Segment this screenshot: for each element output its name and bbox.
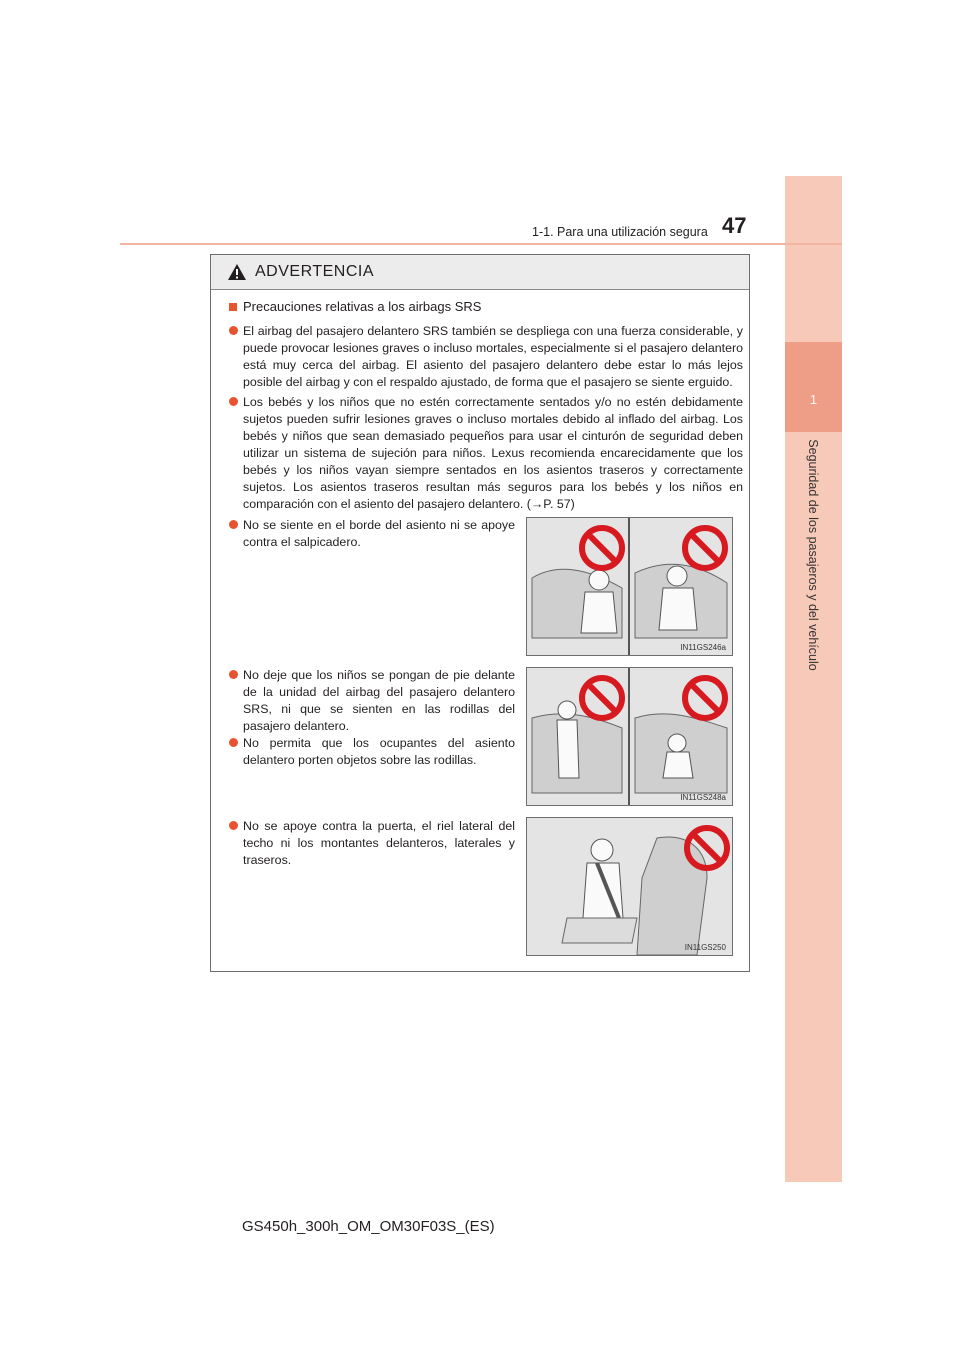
warning-subheading bbox=[229, 299, 481, 314]
illustration-drawing bbox=[527, 518, 732, 655]
warning-header bbox=[211, 255, 749, 290]
bullet-item bbox=[243, 323, 743, 391]
bullet-item bbox=[243, 818, 515, 869]
bullet-item bbox=[243, 735, 515, 769]
subheading-text: Precauciones relativas a los airbags SRS bbox=[243, 299, 482, 314]
illustration-drawing bbox=[527, 668, 732, 805]
chapter-active-marker bbox=[785, 342, 842, 432]
bullet-item bbox=[243, 517, 515, 551]
chapter-side-tab bbox=[785, 176, 842, 1182]
bullet-text: No permita que los ocupantes del asiento delantero porten objetos sobre las rodillas. bbox=[243, 736, 515, 767]
bullet-text: No se apoye contra la puerta, el riel lateral del techo ni los montantes delanteros, laterales y traseros. bbox=[243, 819, 515, 867]
image-code: IN11GS250 bbox=[684, 943, 726, 952]
bullet-dot-icon bbox=[229, 520, 238, 529]
header-rule bbox=[120, 243, 842, 245]
bullet-dot-icon bbox=[229, 670, 238, 679]
illustration-leaning-door bbox=[526, 817, 733, 956]
bullet-dot-icon bbox=[229, 821, 238, 830]
illustration-child-standing bbox=[526, 667, 733, 806]
illustration-seat-edge bbox=[526, 517, 733, 656]
bullet-text: Los bebés y los niños que no estén correctamente sentados y/o no estén debidamente sujetos pueden sufrir lesiones graves o incluso mortales debido al inflado del airbag. Los bebés y niños que sean demasiado pequeños para usar el cinturón de seguridad deben utilizar un sistema de sujeción para niños. Lexus recomienda encarecidamente que los bebés y los niños vayan siempre sentados en los asientos traseros y correctamente sujetos. Los asientos traseros resultan más seguros para los bebés y los niños en comparación con el asiento del pasajero delantero. (→P. 57) bbox=[243, 395, 743, 511]
warning-box bbox=[210, 254, 750, 972]
image-code: IN11GS246a bbox=[680, 643, 726, 652]
bullet-text: No deje que los niños se pongan de pie delante de la unidad del airbag del pasajero delantero SRS, ni que se sienten en las rodillas del pasajero delantero. bbox=[243, 668, 515, 733]
bullet-text: No se siente en el borde del asiento ni se apoye contra el salpicadero. bbox=[243, 518, 515, 549]
chapter-title: Seguridad de los pasajeros y del vehículo bbox=[806, 439, 820, 671]
image-code: IN11GS248a bbox=[680, 793, 726, 802]
section-title: 1-1. Para una utilización segura bbox=[532, 225, 708, 239]
illustration-drawing bbox=[527, 818, 732, 955]
bullet-dot-icon bbox=[229, 397, 238, 406]
square-bullet-icon bbox=[229, 303, 237, 311]
bullet-item bbox=[243, 667, 515, 735]
bullet-dot-icon bbox=[229, 326, 238, 335]
warning-triangle-icon bbox=[227, 263, 247, 281]
page-number: 47 bbox=[722, 213, 747, 238]
bullet-dot-icon bbox=[229, 738, 238, 747]
bullet-item bbox=[243, 394, 743, 513]
warning-title: ADVERTENCIA bbox=[255, 263, 375, 280]
chapter-number: 1 bbox=[809, 392, 818, 407]
bullet-text: El airbag del pasajero delantero SRS también se despliega con una fuerza considerable, y puede provocar lesiones graves o incluso mortales, especialmente si el pasajero delantero está muy cerca del airbag. El asiento del pasajero delantero debe estar lo más lejos posible del airbag y con el respaldo ajustado, de forma que el pasajero se siente erguido. bbox=[243, 324, 743, 389]
footer-doc-code: GS450h_300h_OM_OM30F03S_(ES) bbox=[242, 1218, 495, 1235]
